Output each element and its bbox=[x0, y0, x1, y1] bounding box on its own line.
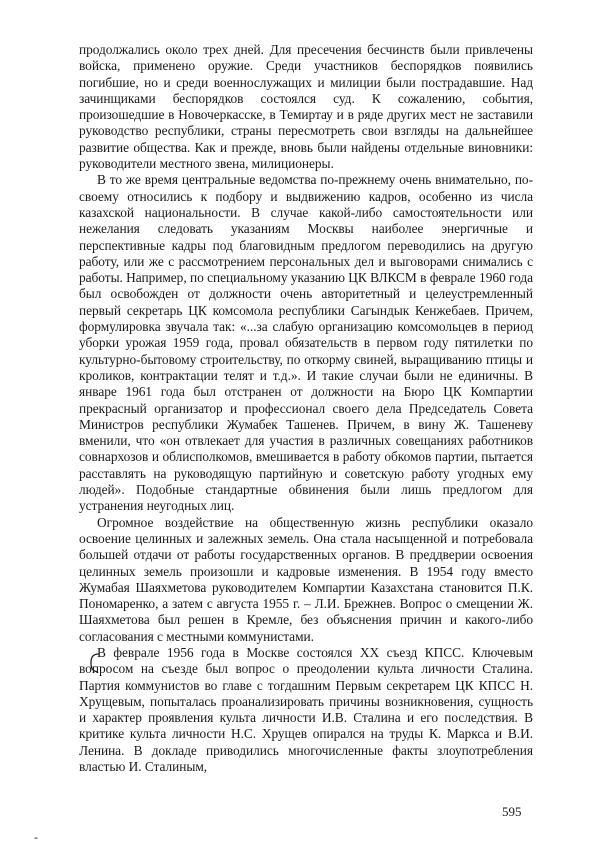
paragraph-1: продолжались около трех дней. Для пресечения бесчинств были привлечены войска, применено оружие. Среди участников беспорядков появились погибшие, но и среди военнослужащих и милиции были пострадавшие. Над зачинщиками беспорядков состоялся суд. К сожалению, события, произошедшие в Новочеркасске, в Темиртау и в ряде других мест не заставили руководство республики, страны пересмотреть свои взгляды на дальнейшее развитие общества. Как и прежде, вновь были найдены отдельные виновники: руководители местного звена, милиционеры. bbox=[79, 42, 533, 172]
scan-corner-mark: ‐ bbox=[34, 830, 38, 844]
paragraph-3: Огромное воздействие на общественную жизнь республики оказало освоение целинных и залежных земель. Она стала насыщенной и потребовала большей отдачи от работы государственных органов. В преддверии освоения целинных земель произошли и кадровые изменения. В 1954 году вместо Жумабая Шаяхметова руководителем Компартии Казахстана становится П.К. Пономаренко, а затем с августа 1955 г. – Л.И. Брежнев. Вопрос о смещении Ж. Шаяхметова был решен в Кремле, без объяснения причин и какого-либо согласования с местными коммунистами. bbox=[79, 514, 533, 644]
paragraph-4: В феврале 1956 года в Москве состоялся XX съезд КПСС. Ключевым вопросом на съезде был вопрос о преодолении культа личности Сталина. Партия коммунистов во главе с тогдашним Первым секретарем ЦК КПСС Н. Хрущевым, попыталась проанализировать причины возникновения, сущность и характер проявления культа личности И.В. Сталина и его последствия. В критике культа личности Н.С. Хрущев опирался на труды К. Маркса и В.И. Ленина. В докладе приводились многочисленные факты злоупотребления властью И. Сталиным, bbox=[79, 644, 533, 775]
paragraph-2: В то же время центральные ведомства по-прежнему очень внимательно, по-своему относились к подбору и выдвижению кадров, особенно из числа казахской национальности. В случае какой-либо самостоятельности или нежелания следовать указаниям Москвы наиболее энергичные и перспективные кадры под благовидным предлогом переводились на другую работу, или же с рассмотрением персональных дел и выговорами снимались с работы. Например, по специальному указанию ЦК ВЛКСМ в феврале 1960 года был освобожден от должности очень авторитетный и целеустремленный первый секретарь ЦК комсомола республики Сагындык Кенжебаев. Причем, формулировка звучала так: «...за слабую организацию комсомольцев в период уборки урожая 1959 года, провал обязательств в первом году пятилетки по культурно-бытовому строительству, по откорму свиней, выращиванию птицы и кроликов, контрактации телят и т.д.». И такие случаи были не единичны. В январе 1961 года был отстранен от должности на Бюро ЦК Компартии прекрасный организатор и профессионал своего дела Председатель Совета Министров республики Жумабек Ташенев. Причем, в вину Ж. Ташеневу вменили, что «он отвлекает для участия в различных совещаниях работников совнархозов и облисполкомов, вмешивается в работу обкомов партии, пытается расставлять на руководящую партийную и советскую работу угодных ему людей». Подобные стандартные обвинения были лишь предлогом для устранения неугодных лиц. bbox=[79, 172, 533, 514]
handwritten-bracket-mark bbox=[86, 652, 102, 674]
page-number: 595 bbox=[502, 804, 522, 819]
text-column bbox=[79, 42, 533, 775]
